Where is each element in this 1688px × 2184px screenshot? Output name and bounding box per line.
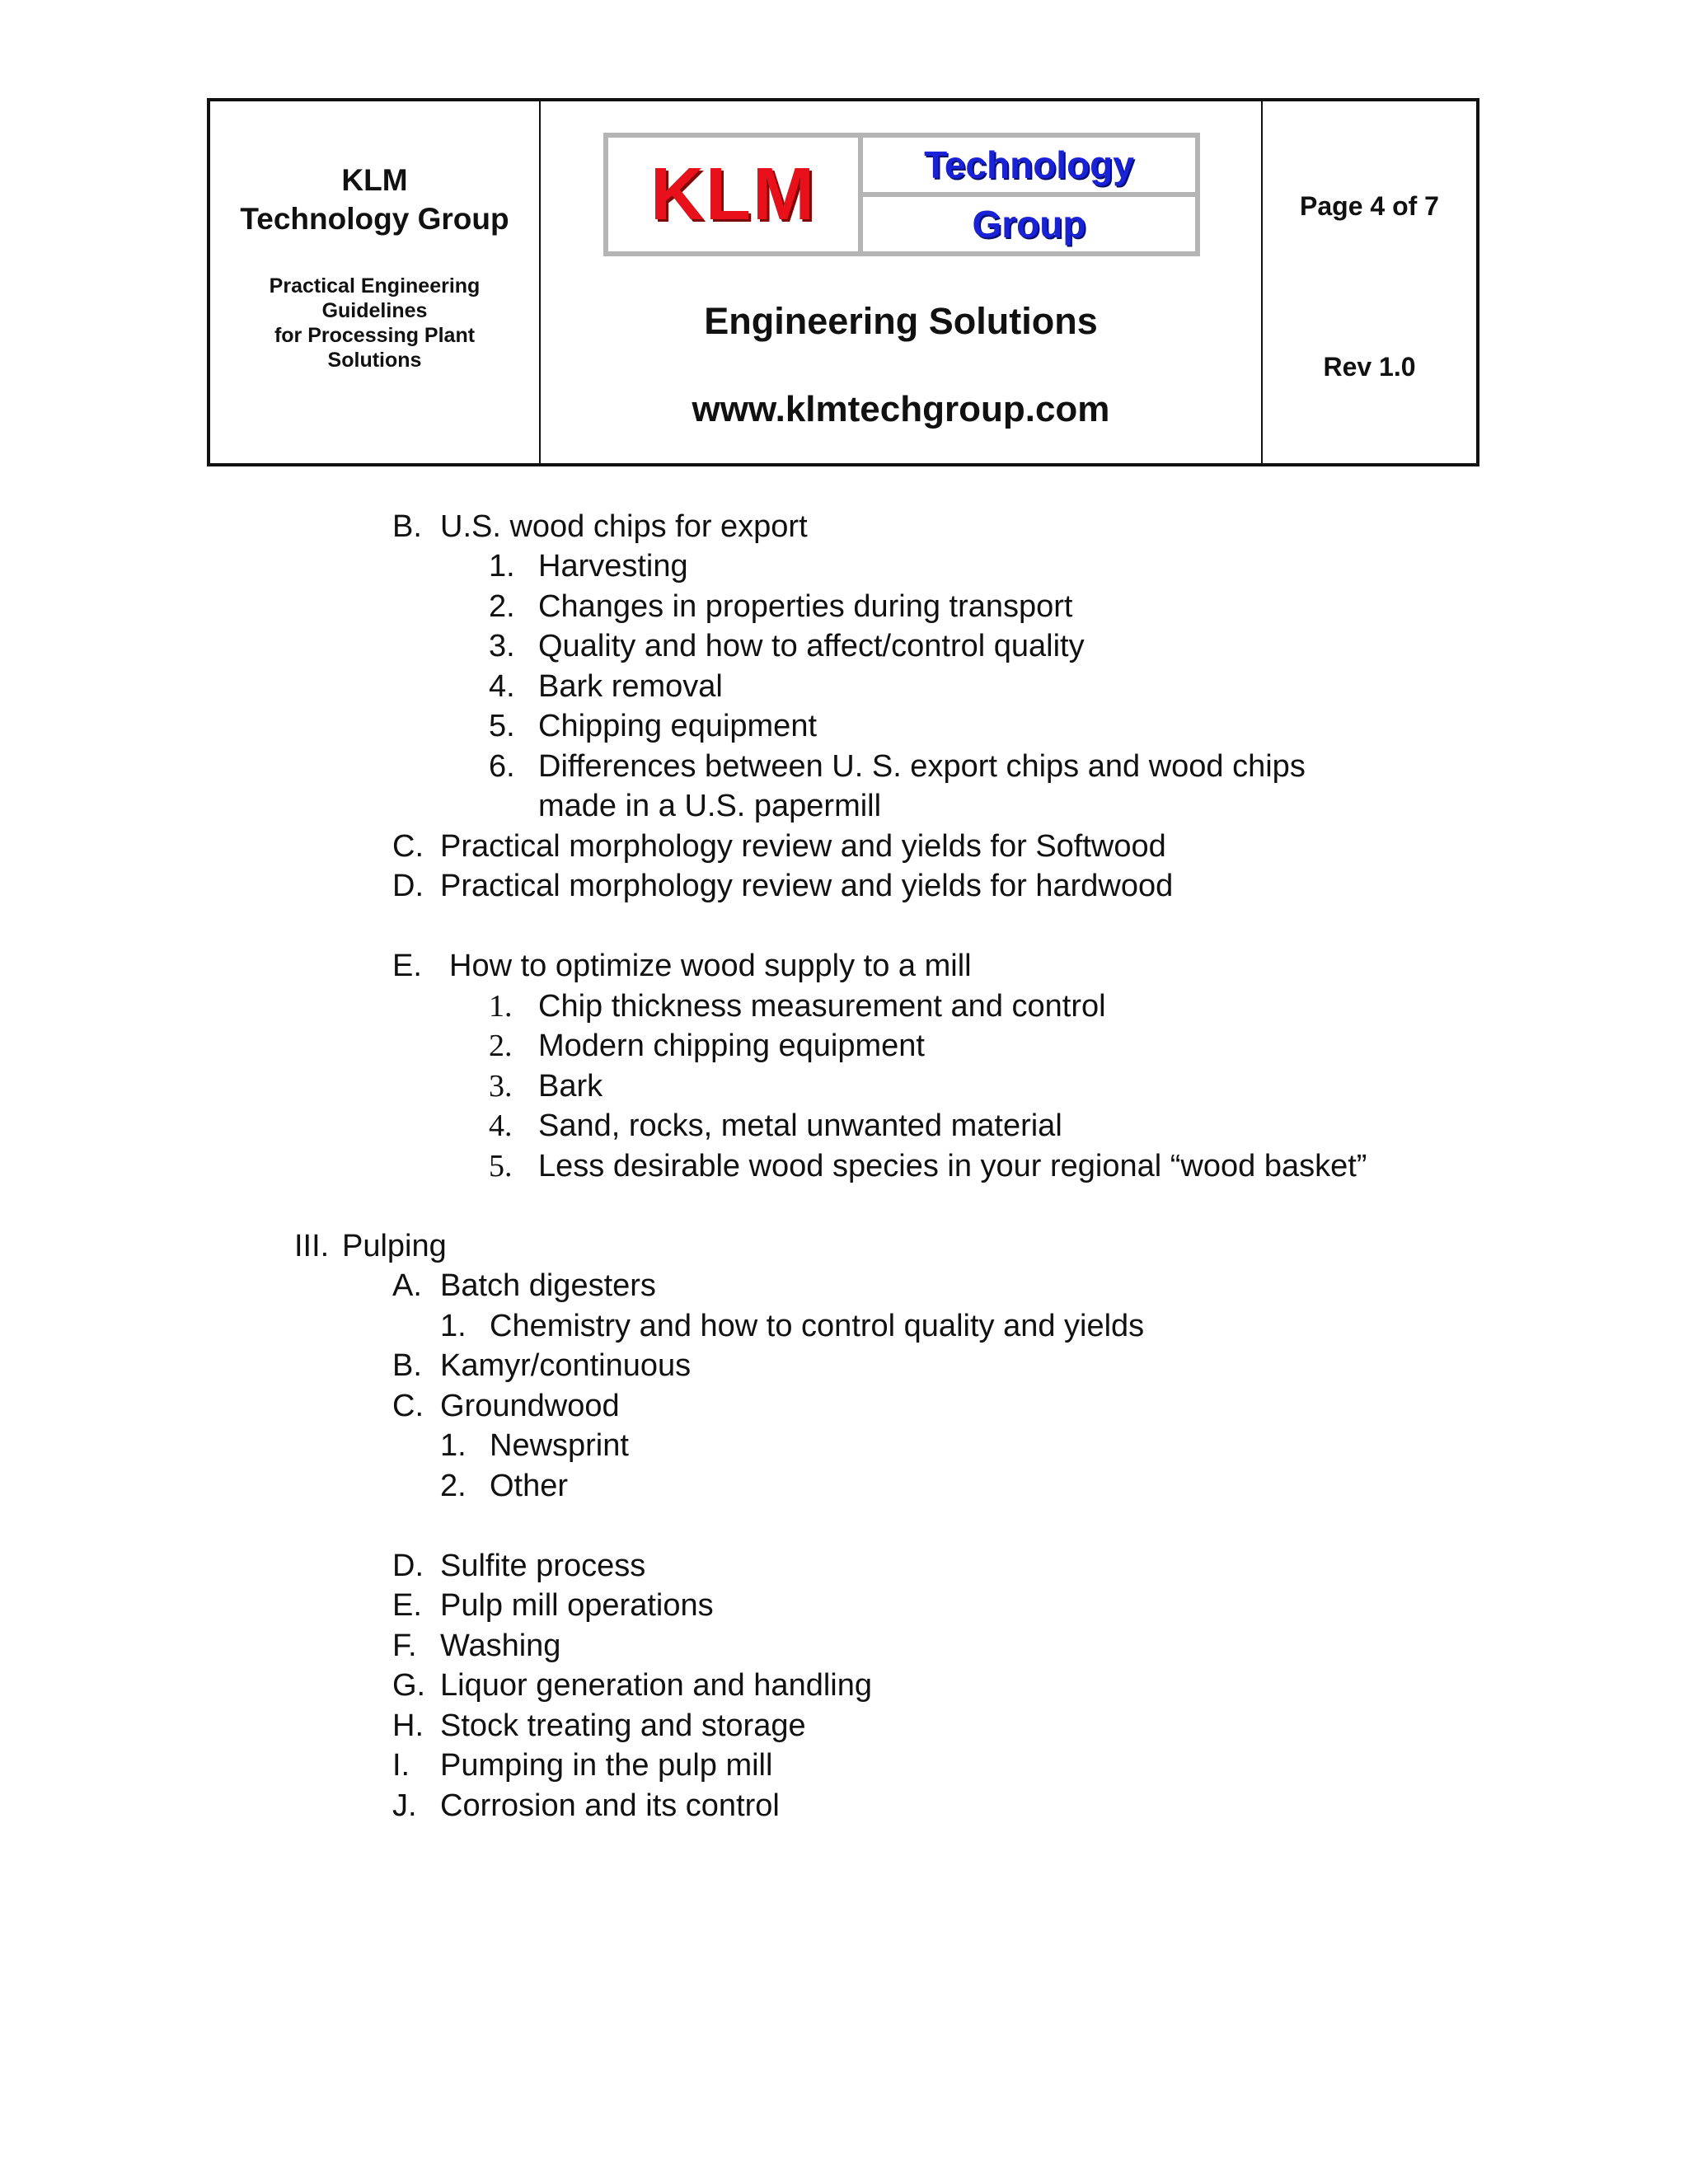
outline-text: Chip thickness measurement and control [538, 989, 1106, 1024]
logo-group-box [863, 197, 1195, 251]
company-tagline [210, 274, 539, 373]
revision: Rev 1.0 [1323, 352, 1416, 382]
outline-marker: 4. [489, 1108, 513, 1143]
website-url: www.klmtechgroup.com [692, 389, 1110, 429]
outline-text: Practical morphology review and yields for Softwood [440, 829, 1166, 864]
klm-logo [603, 133, 1200, 256]
outline-text: Washing [440, 1629, 561, 1663]
page-number: Page 4 of 7 [1300, 191, 1439, 221]
company-name-line2: Technology Group [240, 202, 509, 236]
outline-text: Modern chipping equipment [538, 1029, 925, 1063]
logo-right-box [863, 138, 1195, 251]
company-name-line1: KLM [341, 163, 408, 197]
outline-marker: 3. [489, 1069, 513, 1104]
outline-text: Harvesting [538, 549, 688, 583]
logo-klm-box [608, 138, 863, 251]
outline-text: Pulp mill operations [440, 1588, 714, 1623]
company-name [210, 161, 539, 238]
outline-text: Batch digesters [440, 1268, 656, 1303]
outline-marker: I. [392, 1748, 410, 1783]
outline-marker: 1. [489, 989, 513, 1024]
outline-marker: 1. [440, 1428, 467, 1463]
outline-text: Bark removal [538, 669, 723, 704]
logo-technology-box [863, 138, 1195, 197]
outline-marker: H. [392, 1708, 424, 1743]
tagline-line1: Practical Engineering [269, 274, 481, 298]
outline-text: Sulfite process [440, 1549, 646, 1583]
outline-marker: C. [392, 829, 424, 864]
outline-text: made in a U.S. papermill [538, 789, 882, 823]
logo-group-text: Group [972, 203, 1086, 246]
outline-marker: B. [392, 509, 422, 544]
outline-text: Differences between U. S. export chips and wood chips [538, 749, 1306, 784]
outline-text: Corrosion and its control [440, 1788, 780, 1823]
outline-text: Sand, rocks, metal unwanted material [538, 1108, 1062, 1143]
outline-marker: D. [392, 869, 424, 903]
outline-marker: 1. [489, 549, 515, 583]
outline-marker: D. [392, 1549, 424, 1583]
document-header [207, 98, 1479, 466]
outline-marker: 1. [440, 1309, 467, 1343]
tagline-line3: for Processing Plant [274, 324, 476, 347]
outline-text: Practical morphology review and yields for hardwood [440, 869, 1174, 903]
tagline-line2: Guidelines [321, 299, 428, 322]
outline-marker: B. [392, 1348, 422, 1383]
outline-text: Stock treating and storage [440, 1708, 806, 1743]
outline-marker: J. [392, 1788, 417, 1823]
outline-marker: 6. [489, 749, 515, 784]
logo-klm-text: KLM [650, 152, 816, 236]
header-page-cell [1263, 101, 1476, 463]
outline-marker: 3. [489, 629, 515, 663]
outline-text: Other [490, 1469, 569, 1503]
header-logo-cell [541, 101, 1263, 463]
outline-marker: 4. [489, 669, 515, 704]
outline-text: Changes in properties during transport [538, 589, 1073, 624]
outline-marker: 2. [489, 589, 515, 624]
outline-marker: C. [392, 1389, 424, 1423]
outline-text: Chipping equipment [538, 709, 818, 743]
outline-marker: 2. [440, 1469, 467, 1503]
outline-marker: F. [392, 1629, 417, 1663]
outline-text: U.S. wood chips for export [440, 509, 808, 544]
outline-text: Chemistry and how to control quality and yields [490, 1309, 1145, 1343]
outline-text: Liquor generation and handling [440, 1668, 872, 1703]
outline-text: Groundwood [440, 1389, 620, 1423]
outline-marker: 5. [489, 1149, 513, 1183]
outline-marker: G. [392, 1668, 426, 1703]
outline-text: How to optimize wood supply to a mill [449, 949, 972, 983]
tagline-line4: Solutions [327, 349, 422, 372]
outline-marker: 2. [489, 1029, 513, 1063]
outline-text: Bark [538, 1069, 603, 1104]
logo-technology-text: Technology [924, 143, 1134, 186]
outline-marker: E. [392, 1588, 422, 1623]
header-company-cell [210, 101, 541, 463]
outline-text: Pumping in the pulp mill [440, 1748, 773, 1783]
outline-marker: 5. [489, 709, 515, 743]
outline-text: Quality and how to affect/control quality [538, 629, 1085, 663]
outline-text: Kamyr/continuous [440, 1348, 692, 1383]
outline-text: Newsprint [490, 1428, 629, 1463]
outline-text: Less desirable wood species in your regional “wood basket” [538, 1149, 1367, 1183]
outline-marker: A. [392, 1268, 422, 1303]
outline-marker: III. [294, 1229, 330, 1263]
engineering-solutions-title: Engineering Solutions [704, 300, 1098, 342]
outline-text: Pulping [342, 1229, 447, 1263]
outline-marker: E. [392, 949, 422, 983]
